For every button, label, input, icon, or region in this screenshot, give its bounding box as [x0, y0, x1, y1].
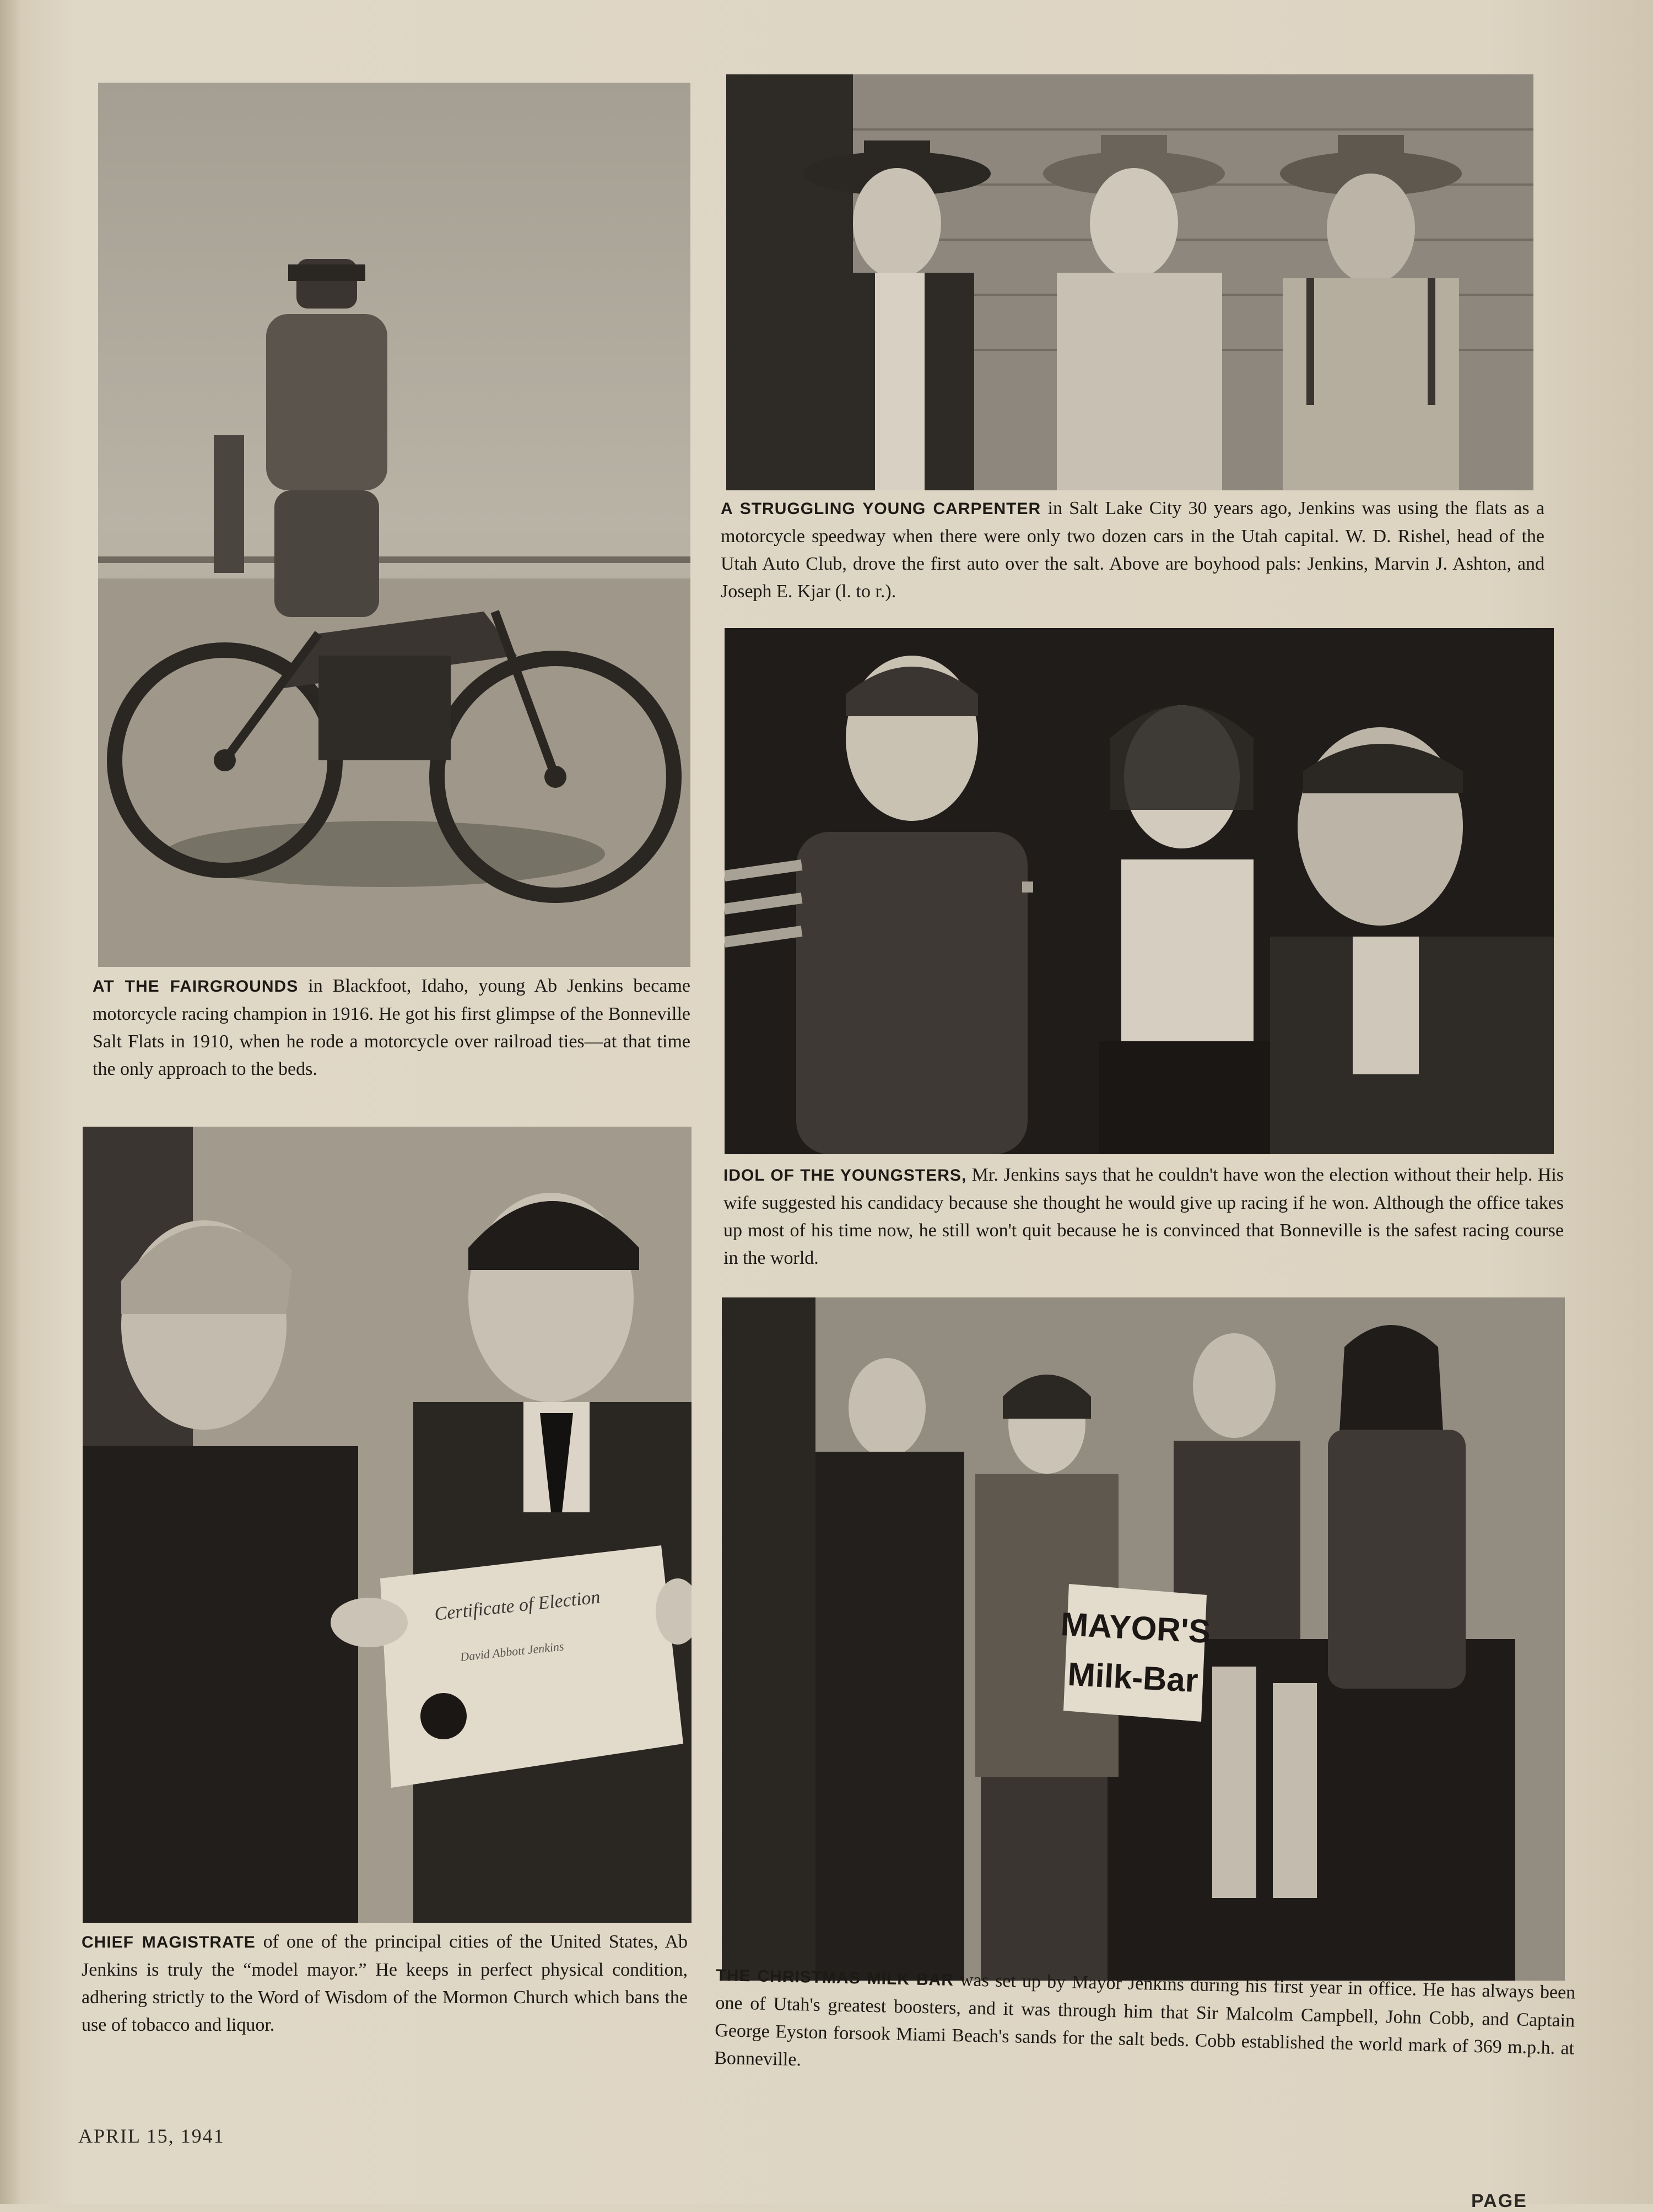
- photo-milk-bar: [722, 1297, 1565, 1981]
- caption-body: in Blackfoot, Idaho, young Ab Jenkins became motorcycle racing champion in 1916. He got his first glimpse of the Bonneville Salt Flats in 1910, when he rode a motorcycle over railroad ties—at that time the only approach to the beds.: [93, 976, 691, 1079]
- sign-line2-text: Milk-Bar: [1067, 1655, 1200, 1700]
- caption-body: was set up by Mayor Jenkins during his first year in office. He has always been one of Utah's greatest boosters, and it was through him that Sir Malcolm Campbell, John Cobb, and Captain George Eyston forsook Miami Beach's sands for the salt beds. Cobb established the world mark of 369 m.p.h. at Bonneville.: [714, 1970, 1576, 2070]
- certificate-name-text: David Abbott Jenkins: [459, 1639, 565, 1664]
- motorcycle-image: [98, 83, 690, 967]
- certificate-title-text: Certificate of Election: [433, 1587, 602, 1625]
- photo-certificate: [83, 1127, 692, 1923]
- caption-lead: A STRUGGLING YOUNG CARPENTER: [721, 500, 1041, 518]
- photo-motorcycle: [98, 83, 690, 967]
- caption-lead: CHIEF MAGISTRATE: [82, 1933, 256, 1951]
- caption-fairgrounds: [93, 972, 690, 1083]
- caption-chief-magistrate: [82, 1928, 688, 2039]
- photo-youngsters: [725, 628, 1554, 1154]
- caption-christmas-milk-bar: [714, 1961, 1576, 2090]
- page-label: PAGE: [1471, 2191, 1527, 2211]
- issue-date: APRIL 15, 1941: [78, 2125, 225, 2147]
- caption-lead: THE CHRISTMAS MILK BAR: [716, 1966, 954, 1990]
- idol-of-youngsters-image: [725, 628, 1554, 1154]
- caption-lead: IDOL OF THE YOUNGSTERS,: [723, 1166, 967, 1185]
- caption-idol-youngsters: [723, 1161, 1564, 1272]
- sign-line1-text: MAYOR'S: [1060, 1605, 1212, 1651]
- caption-body: in Salt Lake City 30 years ago, Jenkins was using the flats as a motorcycle speedway when there were only two dozen cars in the Utah capital. W. D. Rishel, head of the Utah Auto Club, drove the first auto over the salt. Above are boyhood pals: Jenkins, Marvin J. Ashton, and Joseph E. Kjar (l. to r.).: [721, 498, 1544, 602]
- caption-lead: AT THE FAIRGROUNDS: [93, 977, 299, 996]
- caption-young-carpenter: [721, 495, 1544, 605]
- chief-magistrate-image: [83, 1127, 692, 1923]
- photo-three-boys: [726, 74, 1533, 490]
- caption-body: of one of the principal cities of the United States, Ab Jenkins is truly the “model mayor.” He keeps in perfect physical condition, adhering strictly to the Word of Wisdom of the Mormon Church which bans the use of tobacco and liquor.: [82, 1932, 688, 2035]
- christmas-milk-bar-image: [722, 1297, 1565, 1981]
- boyhood-pals-image: [726, 74, 1533, 490]
- caption-body: Mr. Jenkins says that he couldn't have won the election without their help. His wife suggested his candidacy because she thought he would give up racing if he won. Although the office takes up most of his time now, he still won't quit because he is convinced that Bonneville is the safest racing course in the world.: [723, 1165, 1564, 1268]
